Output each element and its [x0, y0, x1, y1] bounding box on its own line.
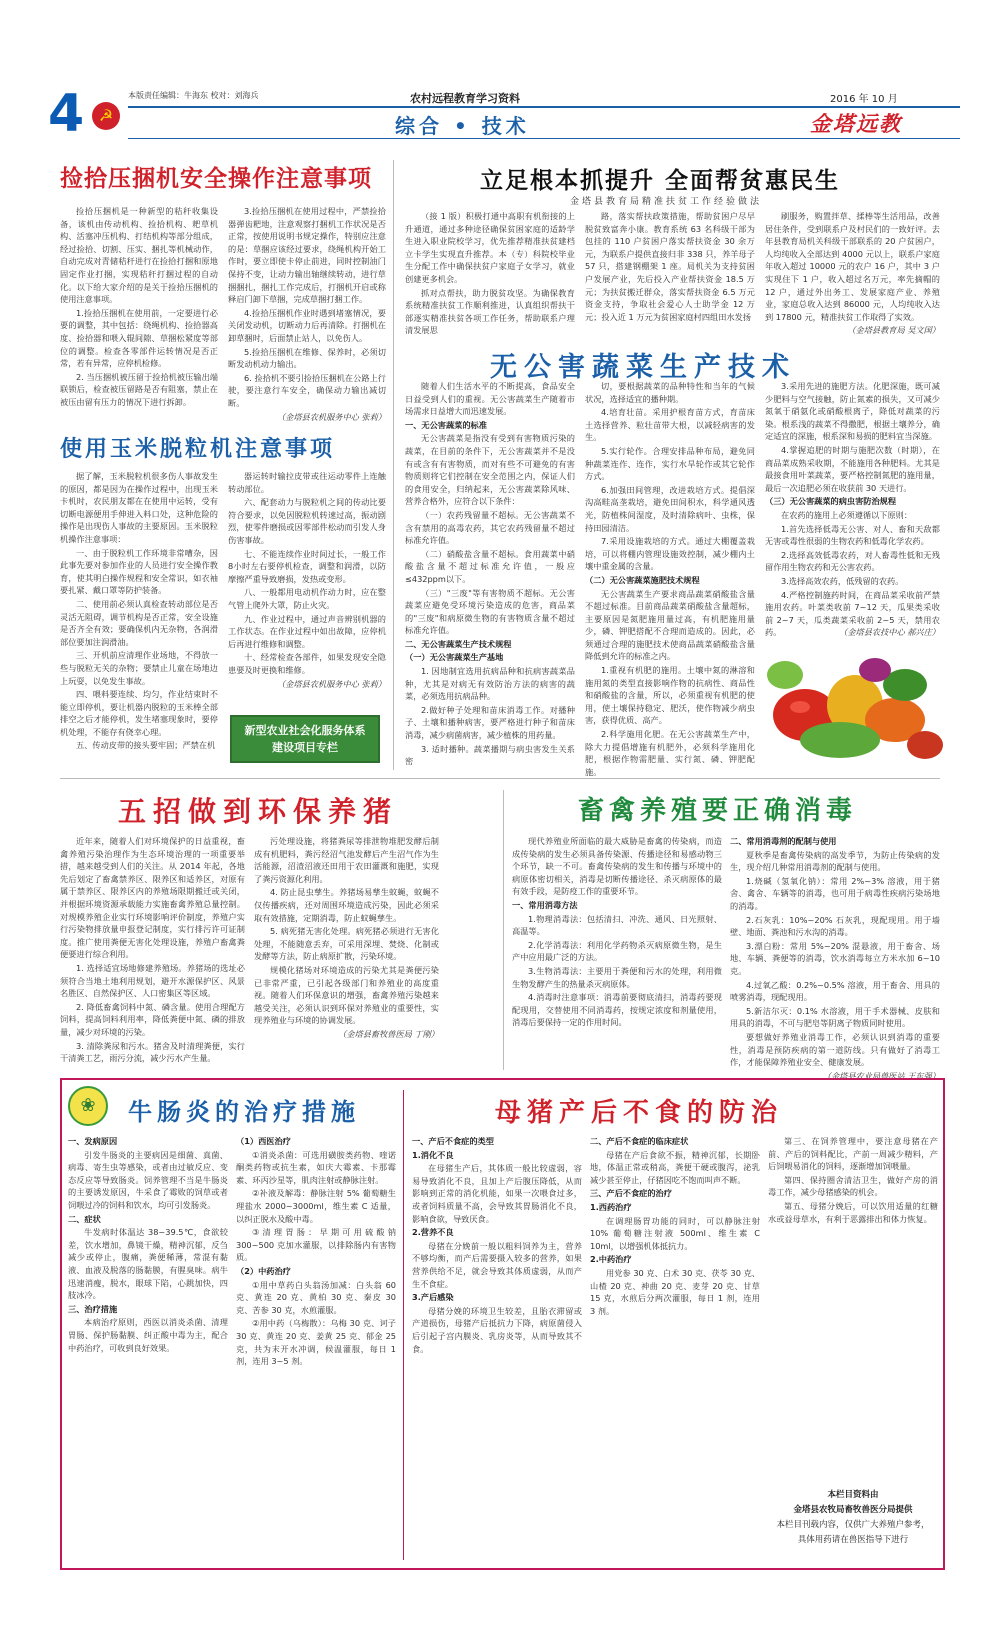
enteritis-col1 [68, 1135, 228, 1560]
subheading: 3.产后感染 [412, 1292, 454, 1303]
poverty-col1 [405, 210, 575, 335]
source-note-disclaimer: 本栏目刊载内容，仅供广大养殖户参考， [776, 1520, 930, 1530]
baler-title: 捡拾压捆机安全操作注意事项 [60, 165, 372, 192]
paragraph: 3. 清除粪尿和污水。猪舍及时清理粪便，实行干清粪工艺，雨污分流，减少污水产生量。 [60, 1040, 245, 1064]
paragraph: 5.实行轮作。合理安排品种布局，避免同种蔬菜连作、连作，实行水旱轮作或其它轮作方式。 [585, 445, 755, 482]
disinfect-col2 [730, 835, 940, 1081]
paragraph: 1. 选择适宜场地修建养殖场。养猪场的选址必须符合当地土地利用规划，避开水源保护区、风景名胜区、自然保护区、人口密集区等区域。 [60, 962, 245, 999]
paragraph: 1.重视有机肥的施用。土壤中氮的淋溶和施用氮的类型直接影响作物的抗病性、商品性和硝酸盐的含量，所以，必须重视有机肥的使用，使土壤保持稳定、肥沃，使作物减少病虫害，获得优质、高产。 [585, 665, 755, 726]
paragraph: 要想做好养殖业消毒工作，必须认识到消毒的重要性，消毒是预防疾病的第一道防线。只有做好了消毒工作，才能保障养殖业安全、健康发展。 [730, 1031, 940, 1068]
subheading: 一、产后不食症的类型 [412, 1136, 494, 1146]
paragraph: 现代养殖业所面临的最大威胁是畜禽的传染病，而造成传染病的发生必须具备传染源、传播途径和易感动物三个环节，缺一不可。畜禽传染病的发生和传播与环境中的病原体密切相关，消毒是切断传播途径、杀灭病原体的最有效手段，是防疫工作的重要环节。 [512, 836, 722, 897]
paragraph: 2. 降低畜禽饲料中氮、磷含量。使用合理配方饲料，提高饲料利用率，降低粪便中氮、磷的排放量，减少对环境的污染。 [60, 1001, 245, 1037]
paragraph: 1.物理消毒法：包括清扫、冲洗、通风、日光照射、高温等。 [512, 913, 722, 937]
paragraph: 捡拾压捆机是一种新型的秸秆收集设备，该机由传动机构、捡拾机构、耙草机构、活塞冲压机构、打结机构等部分组成，经过捡拾、切割、压实、捆扎等机械动作，自动完成对青储秸秆进行在捡拾打捆和原地固定作业打捆，实现秸秆打捆过程的自动化。以下给大家介绍的是关于捡拾压捆机的使用注意事项。 [60, 206, 218, 305]
paragraph: 无公害蔬菜是指没有受到有害物质污染的蔬菜，在目前的条件下，无公害蔬菜并不是没有或含有有害物质，而对有些不可避免的有害物质则将它们控制在安全范围之内，保证人们的食用安全，归纳起来，无公害蔬菜除风味、营养合格外，应符合以下条件： [405, 433, 575, 507]
paragraph: 本病治疗原则，西医以消炎杀菌、清理胃肠、保护肠黏膜、纠正酸中毒为主，配合中药治疗，可收到良好效果。 [68, 1317, 228, 1353]
sow-col2 [590, 1135, 760, 1560]
enteritis-title: 牛肠炎的治疗措施 [128, 1097, 360, 1126]
paragraph: （一）农药残留量不超标。无公害蔬菜不含有禁用的高毒农药，其它农药残留量不超过标准允许值。 [405, 509, 575, 546]
subheading: 一、无公害蔬菜的标准 [405, 419, 487, 430]
author-signature: （金塔县畜牧兽医局 丁刚） [338, 1028, 439, 1039]
paragraph: 4.捡拾压捆机作业时遇到堵塞情况，要关闭发动机，切断动力后再清除。打捆机在卸草捆时，后面禁止站人，以免伤人。 [228, 307, 386, 343]
poverty-subtitle: 金塔县教育局精准扶贫工作经验做法 [570, 197, 763, 207]
party-emblem-icon: ☭ [92, 102, 120, 130]
project-banner [230, 715, 380, 763]
paragraph: 2.化学消毒法：利用化学药物杀灭病原微生物，是生产中应用最广泛的方法。 [512, 939, 722, 963]
subheading: （三）无公害蔬菜的病虫害防治规程 [765, 496, 897, 507]
poverty-col3 [765, 210, 940, 335]
paragraph: ③清理胃肠：早期可用硫酸钠 300~500 克加水灌服，以排除肠内有害物质。 [236, 1227, 396, 1263]
paragraph: 据了解，玉米脱粒机很多伤人事故发生的原因，都是因为在操作过程中，出现玉米卡机时，农民朋友都在在使用中运转，受有切断电源便用手伸进入料口处，这种危险的操作是出现伤人事故的主要原因。玉米脱粒机操作注意事项： [60, 471, 218, 544]
paragraph: 牛发病时体温达 38~39.5℃，食欲较差，饮水增加，鼻镜干燥，精神沉郁，反刍减少或停止，腹痛，粪便稀薄，常混有黏液、血液及脱落的肠黏膜，有腥臭味。病牛迅速消瘦，脱水，眼球下陷，心跳加快，四肢冰冷。 [68, 1227, 228, 1301]
issue-date: 2016 年 10 月 [830, 94, 898, 105]
paragraph: 第四、保持圈舍清洁卫生，做好产房的消毒工作，减少母猪感染的机会。 [768, 1174, 938, 1198]
paragraph: 七、不能连续作业时间过长，一般工作8小时左右要停机检查，调整和润滑，以防摩擦严重导致磨损，发热或变形。 [228, 548, 386, 584]
paragraph: 6. 捡拾机不要引捡拾压捆机在公路上行驶，要注意行车安全，确保动力输出减切断。 [228, 372, 386, 408]
paragraph: 4.培育壮苗。采用护根育苗方式，育苗床土选择营养、粒壮苗带大根，以减轻病害的发生。 [585, 407, 755, 443]
source-note-disclaimer: 具体用药请在兽医指导下进行 [797, 1535, 909, 1545]
column-source-note [768, 1488, 938, 1562]
subheading: 一、常用消毒方法 [512, 899, 578, 910]
paragraph: 四、喂料要连续、均匀，作业结束时不能立即停机，要让机器内脱粒的玉米棒全部排空之后才能停机，发生堵塞现象时，要停机处理，不能存有侥幸心理。 [60, 689, 218, 737]
paragraph: 1.捡拾压捆机在使用前，一定要进行必要的调整，其中包括：绕绳机构、捡拾器高度、捡拾器和喂入辊间隙、草捆松紧度等部位的调整。检查各零部件运转情况是否正常，若有异常，应停机检修。 [60, 307, 218, 369]
paragraph: 八、一般都用电动机作动力时，应在整气管上爬外大罩，防止火灾。 [228, 587, 386, 610]
paragraph: 1.首先选择低毒无公害、对人、畜和天敌都无害或毒性很弱的生物农药和低毒化学农药。 [765, 523, 940, 547]
sow-title: 母猪产后不食的防治 [495, 1098, 784, 1128]
author-signature: （金塔县农业局兽医站 王东强） [822, 1070, 940, 1081]
paragraph: 十、经常检查各部件，如果发现安全隐患要及时更换和维修。 [228, 652, 386, 675]
brand-logo: 金塔远教 [810, 111, 902, 136]
subheading: 2.营养不良 [412, 1227, 454, 1238]
subheading: 三、治疗措施 [68, 1303, 118, 1314]
subheading: （2）中药治疗 [236, 1265, 291, 1276]
paragraph: 5. 病死猪无害化处理。病死猪必须进行无害化处理，不能随意丢弃，可采用深埋、焚烧、化制或发酵等方法，防止病原扩散，污染环境。 [254, 926, 439, 962]
paragraph: 4.严格控制施药时间，在商品菜采收前严禁施用农药。叶菜类收前 7~12 天，瓜果类采收前 2~7 天，瓜类蔬菜采收前 2~5 天，禁用农药。 [765, 589, 940, 638]
paragraph: 3.选择高效农药，低残留的农药。 [781, 575, 904, 586]
corn-col2 [228, 470, 386, 700]
paragraph: 3.漂白粉：常用 5%~20% 混悬液，用于畜舍、场地、车辆、粪便等的消毒，饮水消毒每立方米水加 6~10 克。 [730, 940, 940, 976]
paragraph: 抓对点帮扶，助力脱贫攻坚。为确保教育系统精准扶贫工作顺利推进，认真组织帮扶干部逐实精准扶贫各项工作任务，帮助联系户理清发展思 [405, 287, 575, 336]
subheading: 一、发病原因 [68, 1136, 118, 1146]
paragraph: 1. 因地制宜选用抗病品种和抗病害蔬菜品种，尤其是对病无有效防治方法的病害的蔬菜，必须选用抗病品种。 [405, 666, 575, 702]
paragraph: ②补液及解毒：静脉注射 5% 葡萄糖生理盐水 2000~3000ml，维生素 C 适量，以纠正脱水及酸中毒。 [236, 1188, 396, 1224]
project-banner-text: 新型农业社会化服务体系建设项目专栏 [244, 724, 366, 754]
section-title: 综合 • 技术 [395, 114, 530, 138]
paragraph: 第三、在饲养管理中，要注意母猪在产前、产后的饲料配比，产前一周减少精料，产后饲喂易消化的饲料，逐渐增加饲喂量。 [768, 1136, 938, 1172]
paragraph: 4.过氧乙酸：0.2%~0.5% 溶液，用于畜舍、用具的喷雾消毒，现配现用。 [730, 979, 940, 1003]
paragraph: 二、使用前必须认真检查转动部位是否灵活无阻碍，调节机构是否正常，安全设施是否齐全有效；要确保机内无杂物，各润滑部位要加注润滑油。 [60, 598, 218, 647]
baler-col2 [228, 205, 386, 470]
paragraph: 引发牛肠炎的主要病因是细菌、真菌、病毒、寄生虫等感染，或者由过敏反应、变态反应等导致肠炎。饲养管理不当是牛肠炎的主要诱发原因，牛采食了霉败的饲草或者饲喂过冷的饲料和饮水，均可引发肠炎。 [68, 1149, 228, 1210]
subheading: 1.消化不良 [412, 1149, 454, 1160]
source-note-title: 本栏目资料由 [827, 1490, 879, 1500]
paragraph: 母猪在分娩前一般以粗料饲养为主，营养不够均衡，而产后需要摄入较多的营养，如果营养供给不足，就会导致其体质虚弱，从而产生不食症。 [412, 1240, 582, 1289]
paragraph: 污处理设施，将猪粪尿等排泄物堆肥发酵后制成有机肥料，粪污经沼气池发酵后产生沼气作为生活能源，沼渣沼液还田用于农田灌溉和施肥，实现了粪污资源化利用。 [254, 836, 439, 884]
paragraph: 随着人们生活水平的不断提高，食品安全日益受到人们的重视。无公害蔬菜生产随着市场需求日益增大而迅速发展。 [405, 381, 575, 417]
paragraph: （二）硝酸盐含量不超标。食用蔬菜中硝酸盐含量不超过标准允许值，一般应 ≤432ppm以下。 [405, 548, 575, 584]
paragraph: 2. 当压捆机被压留于捡拾机被压输出端联锁后，检查被压留路是否有阻塞，禁止在被压由留有压力的情况下进行拆卸。 [60, 371, 218, 407]
disinfect-col1 [512, 835, 722, 1065]
sow-col1 [412, 1135, 582, 1560]
veg-signature-box [765, 626, 940, 642]
paragraph: 2.石灰乳：10%~20% 石灰乳，现配现用。用于墙壁、地面、粪池和污水沟的消毒。 [730, 914, 940, 938]
paragraph: 六、配套动力与脱粒机之间的传动比要符合要求，以免因脱粒机转速过高，振动剧烈，使零件磨损或因零部件松动而引发人身伤害事故。 [228, 497, 386, 545]
paragraph: ②用中药（乌梅散）：乌梅 30 克、诃子 30 克、黄连 20 克、姜黄 25 克、郁金 25 克，共为末开水冲调，候温灌服，每日 1 剂，连用 3~5 剂。 [236, 1318, 396, 1367]
subheading: （1）西医治疗 [236, 1136, 291, 1146]
author-signature: （金塔县教育局 吴文国） [847, 325, 940, 336]
page-number: 4 [48, 84, 85, 144]
subheading: 1.西药治疗 [590, 1201, 632, 1212]
paragraph: 4.掌握追肥的时期与施肥次数（时期），在商品菜成熟采收期，不能施用各种肥料。尤其是最接食用叶菜蔬菜，要严格控制氮肥的施用量，最后一次追肥必须在收获前 30 天进行。 [765, 444, 940, 493]
poverty-title: 立足根本抓提升 全面帮贫惠民生 [480, 167, 841, 194]
subheading: 三、产后不食症的治疗 [590, 1188, 672, 1199]
author-signature: （金塔县农技中心 郝兴庄） [839, 627, 940, 637]
subheading: 二、无公害蔬菜生产技术规程 [405, 638, 512, 649]
paragraph: 器运转时输拉皮带或往运动零件上连触转动部位。 [228, 471, 386, 494]
paragraph: 在母猪生产后，其体质一般比较虚弱，容易导致消化不良，且加上产后腹压降低，从而影响到正常的消化机能，如果一次喂食过多，或者饲料质量不高，会导致其胃肠消化不良，影响食欲，导致厌食。 [412, 1163, 582, 1224]
baler-col1 [60, 205, 218, 470]
paragraph: 在调理肠胃功能的同时，可以静脉注射 10% 葡萄糖注射液 500ml、维生素 C 10ml，以增强机体抵抗力。 [590, 1215, 760, 1251]
paragraph: 第五、母猪分娩后，可以饮用适量的红糖水或益母草水，有利于恶露排出和体力恢复。 [768, 1200, 938, 1224]
paragraph: 3.捡拾压捆机在使用过程中，严禁捡拾器弹齿粑地，注意观察打捆机工作状况是否正常，按使用说明书规定操作，特别应注意的是：草捆应该经过要求，绕绳机构开始工作时，要立即使卡停止前进，同时控制油门保持不变，让动力输出轴继续转动，进行草捆捆扎，捆扎工作完成后，打捆机开启或称释启门卸下草捆，完成草捆打捆工作。 [228, 206, 386, 305]
paragraph: 用党参 30 克、白术 30 克、茯苓 30 克、山楂 20 克、神曲 20 克、麦芽 20 克、甘草 15 克，水煎后分两次灌服，每日 1 剂，连用 3 剂。 [590, 1267, 760, 1316]
veg-title: 无公害蔬菜生产技术 [490, 352, 796, 383]
paragraph: 1.烧碱（氢氧化钠）：常用 2%~3% 溶液，用于猪舍、禽舍、车辆等的消毒，也可用于病毒性疾病污染场地的消毒。 [730, 875, 940, 911]
veg-col1 [405, 380, 575, 775]
paragraph: 2.做好种子处理和苗床消毒工作。对播种子、土壤和播种病害，要严格进行种子和苗床消毒，减少病菌病害，减少植株的用药量。 [405, 704, 575, 741]
subheading: 二、症状 [68, 1213, 101, 1224]
paragraph: 母猪在产后食欲不振，精神沉郁，长期卧地，体温正常或稍高，粪便干硬或腹泻，泌乳减少甚至停止，仔猪因吃不饱而叫声不断。 [590, 1149, 760, 1185]
paragraph: 九、作业过程中，通过声音辨别机器的工作状态。在作业过程中如出故障，应停机后再进行维修和调整。 [228, 613, 386, 649]
paragraph: 5.新洁尔灭：0.1% 水溶液，用于手术器械、皮肤和用具的消毒，不可与肥皂等阴离子物质同时使用。 [730, 1005, 940, 1029]
paragraph: 3.采用先进的施肥方法。化肥深施，既可减少肥料与空气接触，防止氮素的损失，又可减少氮氧于硝氨化或硝酸根离子，降低对蔬菜的污染。根系浅的蔬菜不得撒肥，根据土壤养分，确定适宜的深施，根系深和易损的肥料宜当深施。 [765, 381, 940, 442]
paragraph: 无公害蔬菜生产要求商品蔬菜硝酸盐含量不超过标准。目前商品蔬菜硝酸盐含量超标，主要原因是氮肥施用量过高，有机肥施用量少，磷、钾肥搭配不合理而造成的。因此，必须通过合理的施肥技术使商品蔬菜硝酸盐含量降低到允许的标准之内。 [585, 588, 755, 662]
publication-name: 农村远程教育学习资料 [410, 92, 520, 105]
corn-title: 使用玉米脱粒机注意事项 [60, 436, 336, 462]
paragraph: 切，要根据蔬菜的品种特性和当年的气候状况，选择适宜的播种期。 [585, 381, 755, 404]
paragraph: 路，落实帮扶政策措施，帮助贫困户尽早脱贫致富奔小康。教育系统 63 名科级干部为包挂的 110 户贫困户落实帮扶资金 30 余万元，为联系户提供直接归非 338 只，养羊母子 57 只，搭建钢棚架 1 座。局机关为支持贫困户发展产业，先后投入产业帮扶资金 18.5 万元；为扶贫搬迁群众，落实帮扶资金 6.5 万元资金支持，争取社会爱心人士助学金 12 万元；投入近 1 万元为贫困家庭村四组田水发扬 [585, 211, 755, 322]
subheading: 二、产后不食症的临床症状 [590, 1136, 689, 1146]
paragraph: 6.加强田间管理，改进栽培方式。提倡深沟高畦高垄栽培，避免田间积水，科学通风透光，防植株间湿度，及时清除病叶、虫株，保持田园清洁。 [585, 484, 755, 533]
paragraph: 母猪分娩的环境卫生较差，且胎衣滞留或产道损伤，母猪产后抵抗力下降，病原菌侵入后引起子宫内膜炎、乳房炎等，从而导致其不食。 [412, 1305, 582, 1354]
subheading: 二、常用消毒剂的配制与使用 [730, 836, 837, 846]
vegetables-photo [765, 645, 940, 765]
paragraph: ①消炎杀菌：可选用磺胺类药物、喹诺酮类药物或抗生素，如庆大霉素、卡那霉素、环丙沙星等，肌肉注射或静脉注射。 [236, 1149, 396, 1185]
paragraph: 3.生物消毒法：主要用于粪便和污水的处理，利用微生物发酵产生的热量杀灭病原体。 [512, 965, 722, 989]
enteritis-col2 [236, 1135, 396, 1560]
paragraph: 夏秋季是畜禽传染病的高发季节，为防止传染病的发生，现介绍几种常用消毒剂的配制与使用。 [730, 849, 940, 873]
column-logo-icon: ❀ [68, 1086, 108, 1126]
pigs-title: 五招做到环保养猪 [118, 795, 399, 828]
subheading: （一）无公害蔬菜生产基地 [405, 652, 504, 663]
source-note-provider: 金塔县农牧局畜牧兽医分局提供 [793, 1505, 913, 1515]
pigs-col1 [60, 835, 245, 1065]
poverty-col2 [585, 210, 755, 335]
disinfect-title: 畜禽养殖要正确消毒 [578, 796, 858, 826]
paragraph: ①用中草药白头翁汤加减：白头翁 60 克、黄连 20 克、黄柏 30 克、秦皮 30 克、苦参 30 克，水煎灌服。 [236, 1279, 396, 1315]
author-signature: （金塔县农机服务中心 张莉） [276, 411, 386, 422]
paragraph: 一、由于脱粒机工作环境非常嘈杂，因此事先要对参加作业的人员进行安全操作教育，使其明白操作规程和安全常识，如衣袖要扎紧、戴口罩等防护装备。 [60, 547, 218, 596]
paragraph: 三、开机前应清理作业场地，不得放一些与脱粒无关的杂物；要禁止儿童在场地边上玩耍，以免发生事故。 [60, 650, 218, 686]
paragraph: 在农药的施用上必须遵循以下原则： [781, 509, 913, 520]
paragraph: 五、传动皮带的接头要牢固；严禁在机 [76, 740, 216, 751]
page-header [0, 0, 1000, 144]
author-signature: （金塔县农机服务中心 张莉） [276, 678, 386, 689]
corn-col1 [60, 470, 218, 770]
subheading: 2.中药治疗 [590, 1254, 632, 1265]
paragraph: 7.采用设施栽培的方式。通过大棚覆盖栽培，可以将棚内管理设施效控制，减少棚内土壤中重金属的含量。 [585, 536, 755, 572]
paragraph: 3. 适时播种。蔬菜播期与病虫害发生关系密 [405, 743, 575, 767]
paragraph: 4.消毒时注意事项：消毒前要彻底清扫，消毒药要现配现用，交替使用不同消毒药，按规定浓度和剂量使用，消毒后要保持一定的作用时间。 [512, 992, 722, 1028]
paragraph: 4. 防止昆虫孳生。养猪场易孳生蚊蝇，蚊蝇不仅传播疾病，还对周围环境造成污染，因此必须采取有效措施，定期消毒，防止蚊蝇孳生。 [254, 887, 439, 923]
pigs-col2 [254, 835, 439, 1065]
subheading: （二）无公害蔬菜施肥技术规程 [585, 574, 700, 585]
paragraph: 刷服务，购置拌草、揉棒等生活用品，改善居住条件，受到联系户及村民们的一致好评。去年县教育局机关科级干部联系的 20 户贫困户，人均纯收入全部达到 4000 元以上，联系户家庭年收入超过 10000 元的农户 16 户，其中 3 户实现住下 1 户，收入超过名万元，率先摘帽的 12 户，通过外出务工、发展家庭产业、养殖业，家庭总收入达到 86000 元，人均纯收入达到 17800 元，精准扶贫工作取得了实效。 [765, 211, 940, 322]
veg-col2 [585, 380, 755, 775]
paragraph: （接 1 版）积极打通中高职有机衔接的上升通道，通过多种途径确保贫困家庭的适龄学生进入职业院校学习，优先推荐精准扶贫建档立卡学生实现直升推荐。本（专）科院校毕业生分配工作中确保扶贫户家庭子女学习，就业创建更多机会。 [405, 211, 575, 284]
editors-line: 本版责任编辑：牛海东 校对：刘海兵 [128, 91, 259, 100]
paragraph: 5.捡拾压捆机在维修、保养时，必须切断发动机动力输出。 [228, 346, 386, 370]
paragraph: 规模化猪场对环境造成的污染尤其是粪便污染已非常严重，已引起各级部门和养殖业的高度重视。随着人们环保意识的增强，畜禽养殖污染越来越受关注，必须认识到环保对养殖业的重要性，实现养殖业与环境的协调发展。 [254, 964, 439, 1026]
paragraph: 2.科学施用化肥。在无公害蔬菜生产中，除大力提倡增施有机肥外，必须科学施用化肥，根据作物需肥量、实行氮、磷、钾肥配施。 [585, 729, 755, 777]
paragraph: （三）"三废"等有害物质不超标。无公害蔬菜应避免受环境污染造成的危害，商品菜的"三废"和病原微生物的有害物质含量不超过标准允许值。 [405, 587, 575, 636]
paragraph: 近年来，随着人们对环境保护的日益重视，畜禽养殖污染治理作为生态环境治理的一项重要举措，越来越受到人们的关注。从 2014 年起，各地先后划定了畜禽禁养区、限养区和适养区，对原有属于禁养区、限养区内的养殖场限期搬迁或关闭，并根据环境资源承载能力实施畜禽养殖总量控制。对规模养殖企业实行环境影响评价制度，养殖户实行污染物排放量申报登记制度，实行排污许可证制度。推广使用粪便无害化处理设施，养殖户畜禽粪便要进行综合利用。 [60, 836, 245, 960]
paragraph: 2.选择高效低毒农药，对人畜毒性低和无残留作用生物农药和无公害农药。 [765, 549, 940, 573]
sow-col3 [768, 1135, 938, 1480]
